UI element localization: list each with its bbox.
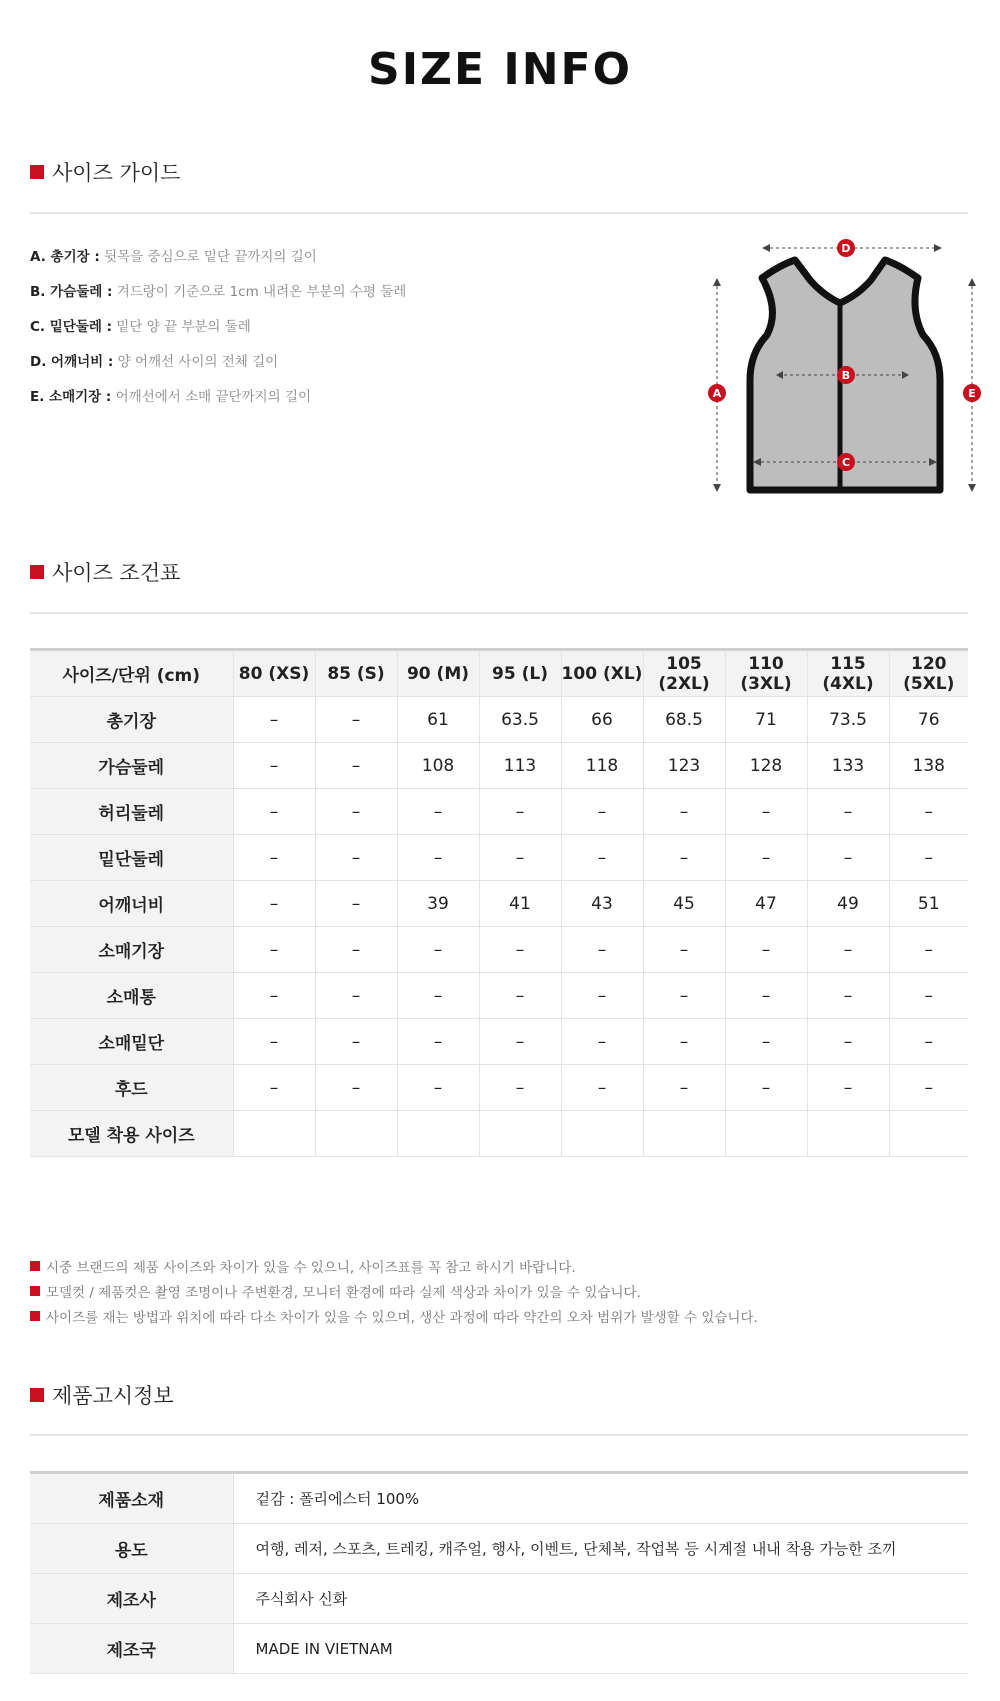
size-value-cell: –: [233, 973, 315, 1019]
size-value-cell: 63.5: [479, 697, 561, 743]
size-value-cell: [233, 1111, 315, 1157]
size-value-cell: 108: [397, 743, 479, 789]
row-label: 밑단둘레: [30, 835, 233, 881]
size-value-cell: –: [233, 697, 315, 743]
arrow-a-head-bottom: [713, 484, 721, 492]
info-value: 주식회사 신화: [233, 1574, 968, 1624]
note-item: 사이즈를 재는 방법과 위치에 따라 다소 차이가 있을 수 있으며, 생산 과정에 따라 약간의 오차 범위가 발생할 수 있습니다.: [30, 1303, 758, 1328]
size-value-cell: –: [315, 789, 397, 835]
arrow-a-head-top: [713, 278, 721, 286]
size-value-cell: –: [725, 1019, 807, 1065]
arrow-d-head-left: [762, 244, 770, 252]
section-bullet-icon: [30, 165, 44, 179]
guide-item-c: C. 밑단둘레 : 밑단 양 끝 부분의 둘레: [30, 319, 251, 335]
size-value-cell: –: [643, 1019, 725, 1065]
size-value-cell: 138: [889, 743, 968, 789]
size-value-cell: –: [479, 927, 561, 973]
size-table-row: [30, 697, 968, 743]
size-value-cell: –: [725, 1065, 807, 1111]
header-size-cell: 90 (M): [397, 650, 479, 697]
row-label: 가슴둘레: [30, 743, 233, 789]
size-value-cell: 45: [643, 881, 725, 927]
row-label: 소매통: [30, 973, 233, 1019]
size-value-cell: [643, 1111, 725, 1157]
size-table-row: [30, 1019, 968, 1065]
size-table-row: [30, 835, 968, 881]
size-value-cell: –: [315, 927, 397, 973]
size-value-cell: 41: [479, 881, 561, 927]
info-value: 여행, 레저, 스포츠, 트레킹, 캐주얼, 행사, 이벤트, 단체복, 작업복 등 시계절 내내 착용 가능한 조끼: [233, 1524, 968, 1574]
note-bullet-icon: [30, 1311, 40, 1321]
size-value-cell: 76: [889, 697, 968, 743]
size-guide-heading: [30, 157, 180, 187]
size-notes: [30, 1253, 758, 1328]
marker-b-label: B: [841, 369, 851, 382]
info-label: 제조사: [30, 1574, 233, 1624]
size-value-cell: –: [889, 789, 968, 835]
marker-a-label: A: [712, 387, 722, 400]
size-value-cell: –: [561, 1065, 643, 1111]
size-value-cell: 68.5: [643, 697, 725, 743]
size-table-row: [30, 1111, 968, 1157]
guide-item-b: B. 가슴둘레 : 겨드랑이 기준으로 1cm 내려온 부분의 수평 둘레: [30, 284, 407, 300]
size-table-row: [30, 789, 968, 835]
size-value-cell: –: [807, 1019, 889, 1065]
info-row-country: [30, 1624, 968, 1674]
size-value-cell: –: [889, 835, 968, 881]
size-value-cell: –: [397, 973, 479, 1019]
info-row-usage: [30, 1524, 968, 1574]
size-value-cell: –: [561, 835, 643, 881]
arrow-e-head-top: [968, 278, 976, 286]
size-table-row: [30, 881, 968, 927]
size-value-cell: –: [315, 835, 397, 881]
product-info-title: 제품고시정보: [52, 1384, 174, 1408]
section-bullet-icon: [30, 1388, 44, 1402]
size-value-cell: –: [233, 835, 315, 881]
size-value-cell: –: [807, 789, 889, 835]
size-value-cell: 39: [397, 881, 479, 927]
size-value-cell: [397, 1111, 479, 1157]
note-bullet-icon: [30, 1286, 40, 1296]
header-size-cell: 115 (4XL): [807, 650, 889, 697]
size-value-cell: –: [233, 743, 315, 789]
size-value-cell: 66: [561, 697, 643, 743]
divider: [30, 1434, 968, 1436]
marker-e-label: E: [968, 387, 976, 400]
size-value-cell: –: [397, 789, 479, 835]
header-size-cell: 105 (2XL): [643, 650, 725, 697]
size-value-cell: –: [233, 881, 315, 927]
size-value-cell: –: [561, 789, 643, 835]
size-value-cell: –: [479, 1065, 561, 1111]
size-value-cell: –: [479, 1019, 561, 1065]
size-value-cell: –: [889, 927, 968, 973]
info-label: 용도: [30, 1524, 233, 1574]
note-bullet-icon: [30, 1261, 40, 1271]
size-value-cell: –: [725, 835, 807, 881]
size-table-row: [30, 973, 968, 1019]
size-value-cell: 73.5: [807, 697, 889, 743]
row-label: 소매밑단: [30, 1019, 233, 1065]
size-value-cell: 61: [397, 697, 479, 743]
size-value-cell: –: [479, 835, 561, 881]
size-value-cell: –: [889, 1065, 968, 1111]
size-value-cell: –: [643, 927, 725, 973]
size-value-cell: 123: [643, 743, 725, 789]
guide-item-d: D. 어깨너비 : 양 어깨선 사이의 전체 길이: [30, 354, 279, 370]
section-bullet-icon: [30, 565, 44, 579]
size-table-title: 사이즈 조건표: [52, 561, 181, 585]
size-table-row: [30, 743, 968, 789]
header-size-cell: 100 (XL): [561, 650, 643, 697]
header-size-cell: 120 (5XL): [889, 650, 968, 697]
header-size-cell: 95 (L): [479, 650, 561, 697]
size-table: [30, 648, 968, 1157]
info-label: 제조국: [30, 1624, 233, 1674]
size-value-cell: 71: [725, 697, 807, 743]
size-table-row: [30, 1065, 968, 1111]
size-value-cell: –: [315, 1065, 397, 1111]
size-value-cell: –: [561, 1019, 643, 1065]
product-info-table: [30, 1471, 968, 1674]
info-value: MADE IN VIETNAM: [233, 1624, 968, 1674]
measurement-guide-list: [30, 245, 406, 420]
guide-item-a: A. 총기장 : 뒷목을 중심으로 밑단 끝까지의 길이: [30, 249, 317, 265]
size-value-cell: –: [233, 789, 315, 835]
info-row-manufacturer: [30, 1574, 968, 1624]
divider: [30, 612, 968, 614]
size-value-cell: –: [643, 1065, 725, 1111]
size-value-cell: –: [479, 973, 561, 1019]
size-table-heading: [30, 557, 180, 587]
size-value-cell: –: [397, 1065, 479, 1111]
size-value-cell: –: [397, 835, 479, 881]
size-value-cell: –: [233, 1019, 315, 1065]
vest-measurement-diagram: [700, 235, 990, 495]
marker-c-label: C: [841, 456, 851, 469]
size-value-cell: –: [315, 973, 397, 1019]
row-label: 총기장: [30, 697, 233, 743]
marker-d-label: D: [841, 242, 851, 255]
size-value-cell: –: [233, 1065, 315, 1111]
size-value-cell: 51: [889, 881, 968, 927]
size-table-header-row: [30, 650, 968, 697]
info-row-material: [30, 1473, 968, 1524]
product-info-heading: [30, 1380, 174, 1410]
row-label: 모델 착용 사이즈: [30, 1111, 233, 1157]
size-value-cell: –: [807, 835, 889, 881]
header-size-cell: 85 (S): [315, 650, 397, 697]
size-value-cell: –: [561, 973, 643, 1019]
size-value-cell: –: [397, 927, 479, 973]
size-value-cell: –: [807, 973, 889, 1019]
size-value-cell: –: [315, 697, 397, 743]
size-value-cell: –: [807, 1065, 889, 1111]
size-value-cell: –: [725, 927, 807, 973]
arrow-e-head-bottom: [968, 484, 976, 492]
size-value-cell: [807, 1111, 889, 1157]
size-value-cell: –: [889, 1019, 968, 1065]
size-table-row: [30, 927, 968, 973]
size-value-cell: 47: [725, 881, 807, 927]
page-title: SIZE INFO: [368, 44, 632, 95]
size-guide-title: 사이즈 가이드: [52, 161, 181, 185]
header-size-cell: 80 (XS): [233, 650, 315, 697]
row-label: 어깨너비: [30, 881, 233, 927]
size-value-cell: –: [397, 1019, 479, 1065]
size-value-cell: [725, 1111, 807, 1157]
size-value-cell: –: [315, 881, 397, 927]
size-value-cell: –: [643, 835, 725, 881]
size-value-cell: –: [643, 789, 725, 835]
row-label: 허리둘레: [30, 789, 233, 835]
size-value-cell: 113: [479, 743, 561, 789]
size-value-cell: –: [561, 927, 643, 973]
header-size-cell: 110 (3XL): [725, 650, 807, 697]
size-value-cell: 43: [561, 881, 643, 927]
size-value-cell: –: [889, 973, 968, 1019]
size-value-cell: 49: [807, 881, 889, 927]
size-value-cell: 133: [807, 743, 889, 789]
size-value-cell: –: [807, 927, 889, 973]
size-value-cell: –: [315, 743, 397, 789]
size-value-cell: –: [725, 973, 807, 1019]
size-value-cell: 128: [725, 743, 807, 789]
size-value-cell: –: [643, 973, 725, 1019]
size-value-cell: [889, 1111, 968, 1157]
divider: [30, 212, 968, 214]
size-value-cell: –: [479, 789, 561, 835]
info-value: 겉감 : 폴리에스터 100%: [233, 1473, 968, 1524]
size-value-cell: [561, 1111, 643, 1157]
size-value-cell: –: [233, 927, 315, 973]
size-value-cell: –: [725, 789, 807, 835]
size-value-cell: 118: [561, 743, 643, 789]
note-item: 모델컷 / 제품컷은 촬영 조명이나 주변환경, 모니터 환경에 따라 실제 색상과 차이가 있을 수 있습니다.: [30, 1278, 758, 1303]
row-label: 후드: [30, 1065, 233, 1111]
note-item: 시중 브랜드의 제품 사이즈와 차이가 있을 수 있으니, 사이즈표를 꼭 참고 하시기 바랍니다.: [30, 1253, 758, 1278]
row-label: 소매기장: [30, 927, 233, 973]
header-unit-cell: 사이즈/단위 (cm): [30, 650, 233, 697]
guide-item-e: E. 소매기장 : 어깨선에서 소매 끝단까지의 길이: [30, 389, 312, 405]
size-value-cell: –: [315, 1019, 397, 1065]
size-value-cell: [479, 1111, 561, 1157]
size-value-cell: [315, 1111, 397, 1157]
info-label: 제품소재: [30, 1473, 233, 1524]
arrow-d-head-right: [934, 244, 942, 252]
